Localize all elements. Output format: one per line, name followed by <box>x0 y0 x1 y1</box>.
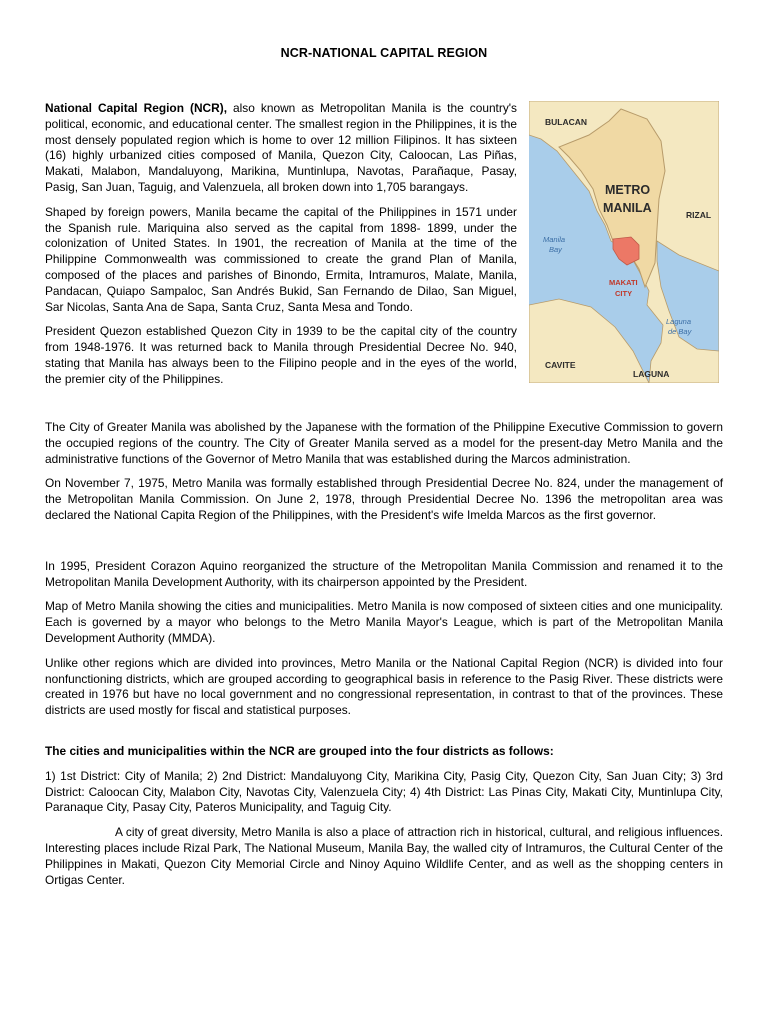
page-title: NCR-NATIONAL CAPITAL REGION <box>280 46 488 60</box>
intro-paragraph <box>45 101 517 196</box>
map-label-manila-bay-line2: Bay <box>549 245 562 254</box>
intro-text: also known as Metropolitan Manila is the country's political, economic, and educational center. The smallest region in the Philippines, it is the most densely populated region which is home to over 12 million Filipinos. It has sixteen (16) highly urbanized cities composed of Manila, Quezon City, Caloocan, Las Piñas, Makati, Malabon, Mandaluyong, Marikina, Muntinlupa, Navotas, Parañaque, Pasay, Pasig, San Juan, Taguig, and Valenzuela, all broken down into 1,705 barangays. <box>45 101 517 194</box>
map-label-makati-line1: MAKATI <box>609 278 638 287</box>
districts-list-paragraph: 1) 1st District: City of Manila; 2) 2nd District: Mandaluyong City, Marikina City, Pasig City, Quezon City, San Juan City; 3) 3rd District: Caloocan City, Malabon City, Navotas City, Valenzuela City; 4) 4th District: Las Pinas City, Makati City, Muntinlupa City, Paranaque City, Pasay City, Pateros Municipality, and Taguig City. <box>45 768 723 815</box>
intro-section <box>45 101 517 397</box>
map-label-laguna-bay-line2: de Bay <box>668 327 692 336</box>
map-label-manila: MANILA <box>603 201 652 215</box>
intro-bold-term: National Capital Region (NCR), <box>45 101 227 115</box>
map-label-metro: METRO <box>605 183 651 197</box>
spacer <box>45 533 723 559</box>
quezon-paragraph: President Quezon established Quezon City in 1939 to be the capital city of the country from 1948-1976. It was returned back to Manila through Presidential Decree No. 940, stating that Manila has always been to the Filipino people and in the eyes of the world, the premier city of the Philippines. <box>45 324 517 386</box>
map-label-bulacan: BULACAN <box>545 117 588 127</box>
closing-paragraph: A city of great diversity, Metro Manila is also a place of attraction rich in historical, cultural, and religious influences. Interesting places include Rizal Park, The National Museum, Manila Bay, the walled city of Intramuros, the Cultural Center of the Philippines in Makati, Quezon City Memorial Circle and Ninoy Aquino Wildlife Center, and as well as the shopping centers in Ortigas Center. <box>45 825 723 887</box>
greater-manila-paragraph: The City of Greater Manila was abolished by the Japanese with the formation of the Philippine Executive Commission to govern the occupied regions of the country. The City of Greater Manila served as a model for the present-day Metro Manila and the administrative functions of the Governor of Metro Manila that was established during the Marcos administration. <box>45 420 723 466</box>
body-section <box>45 420 723 897</box>
metro-manila-map <box>529 101 719 383</box>
districts-description-paragraph: Unlike other regions which are divided into provinces, Metro Manila or the National Capital Region (NCR) is divided into four nonfunctioning districts, which are grouped according to geographical basis in reference to the Pasig River. These districts were created in 1976 but have no local government and no congressional representation, in contrast to that of the provinces. These districts are used mostly for fiscal and statistical purposes. <box>45 655 723 718</box>
map-description-paragraph: Map of Metro Manila showing the cities and municipalities. Metro Manila is now composed of sixteen cities and one municipality. Each is governed by a mayor who belongs to the Metro Manila Mayor's League, which is part of the Metropolitan Manila Development Authority (MMDA). <box>45 599 723 645</box>
map-label-manila-bay-line1: Manila <box>543 235 566 244</box>
history-paragraph: Shaped by foreign powers, Manila became the capital of the Philippines in 1571 under the Spanish rule. Mariquina also served as the capital from 1898- 1899, under the colonization of United States. In 1901, the recreation of Manila at the time of the Philippine Commonwealth was commissioned to create the grand Plan of Manila, composed of the places and parishes of Binondo, Ermita, Intramuros, Malate, Manila, Pandacan, Quiapo Sampaloc, San Andrés Bukid, San Fernando de Dilao, San Miguel, Sar Nicolas, Santa Ana de Sapa, Santa Cruz, Santa Mesa and Tondo. <box>45 204 517 314</box>
districts-heading: The cities and municipalities within the NCR are grouped into the four districts as follows: <box>45 743 554 758</box>
establishment-paragraph: On November 7, 1975, Metro Manila was formally established through Presidential Decree No. 824, under the management of the Metropolitan Manila Commission. On June 2, 1978, through Presidential Decree No. 1396 the metropolitan area was declared the National Capita Region of the Philippines, with the President's wife Imelda Marcos as the first governor. <box>45 476 723 522</box>
mmda-paragraph: In 1995, President Corazon Aquino reorganized the structure of the Metropolitan Manila Commission and renamed it to the Metropolitan Manila Development Authority, with its chairperson appointed by the President. <box>45 558 723 589</box>
map-label-laguna: LAGUNA <box>633 369 670 379</box>
map-label-cavite: CAVITE <box>545 360 576 370</box>
spacer <box>45 728 723 744</box>
map-label-laguna-bay-line1: Laguna <box>666 317 692 326</box>
map-label-makati-line2: CITY <box>615 289 633 298</box>
map-label-rizal: RIZAL <box>686 210 712 220</box>
